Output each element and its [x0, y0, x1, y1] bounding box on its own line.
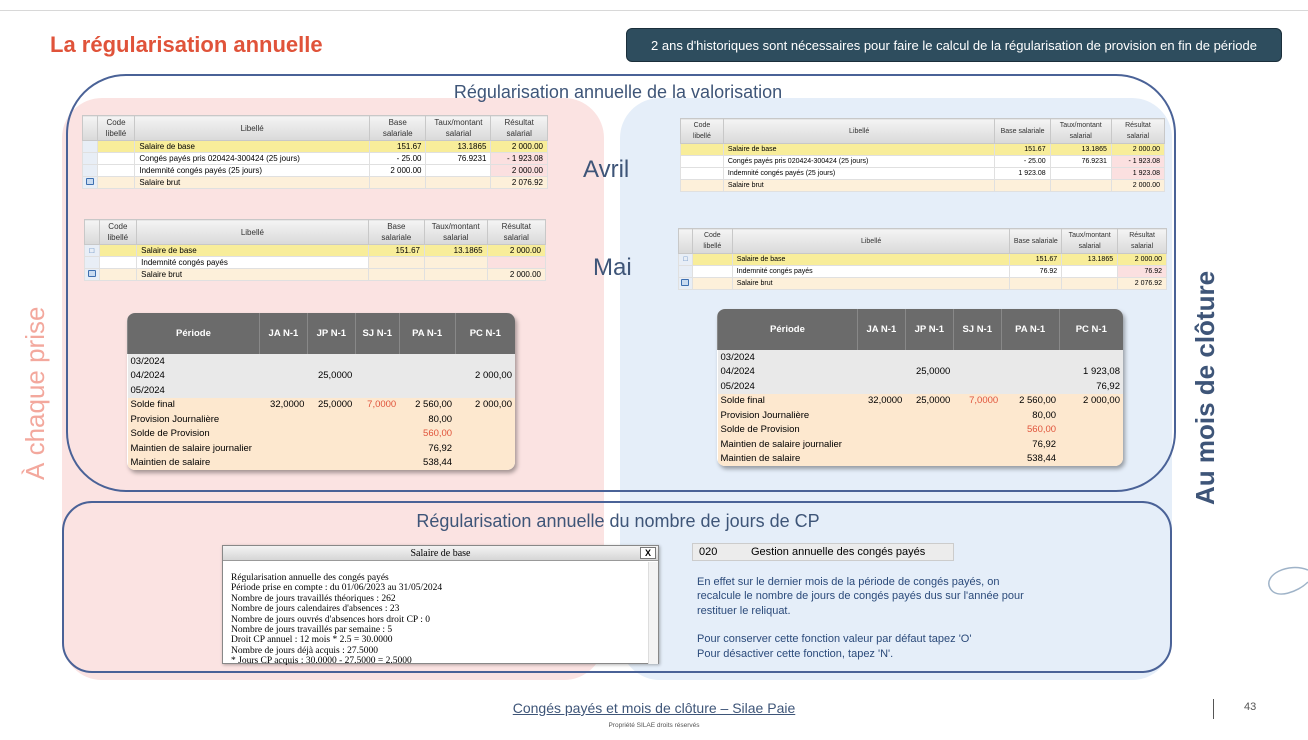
period-table-right: Période JA N-1 JP N-1 SJ N-1 PA N-1 PC N-1 03/2024 04/2024 25,0000 1 923,08 05/2024 76,92 Solde final 32,0000 25,0000 7,0000 2 560,00 2 000,00 Provision Journalière 80,00 Solde de Provision 560,00 Maintien de salaire journalier 76,92 Maintien de salaire 538,44 — [717, 309, 1123, 466]
comment-icon[interactable]: □ — [85, 245, 100, 257]
top-divider — [0, 10, 1308, 11]
collapse-icon[interactable] — [88, 270, 96, 277]
month-april: Avril — [583, 156, 630, 183]
gestion-field: 020 Gestion annuelle des congés payés — [692, 543, 954, 561]
popup-line: Nombre de jours travaillés par semaine : 5 — [231, 625, 393, 636]
popup-line: Période prise en compte : du 01/06/2023 au 31/05/2024 — [231, 583, 443, 594]
salary-popup — [222, 545, 659, 667]
period-row: Maintien de salaire journalier 76,92 — [128, 441, 516, 456]
comment-icon[interactable]: □ — [679, 254, 693, 266]
popup-scrollbar[interactable] — [648, 562, 658, 664]
april-payslip-left: Code libellé Libellé Base salariale Taux/montant salarial Résultat salarial Salaire de base 151.67 13.1865 2 000.00 Congés payés pris 020424-300424 (25 jours) - 25.00 76.9231 - 1 923.08 Indemnité congés payés (25 jours) 2 000.00 2 000.00 Salaire brut 2 076.92 — [82, 115, 548, 189]
description: En effet sur le dernier mois de la période de congés payés, on recalcule le nombre de jours de congés payés dus sur l'année pour restituer le reliquat. Pour conserver cette fonction valeur par défaut tapez 'O' Pour désactiver cette fonction, tapez 'N'. — [697, 576, 1024, 660]
footer-title[interactable]: Congés payés et mois de clôture – Silae Paie — [512, 700, 796, 716]
page-number: 43 — [1244, 701, 1257, 713]
period-row: 03/2024 — [128, 354, 516, 369]
history-note: 2 ans d'historiques sont nécessaires pour faire le calcul de la régularisation de provision en fin de période — [626, 28, 1282, 62]
may-payslip-right: Code libellé Libellé Base salariale Taux/montant salarial Résultat salarial □ Salaire de base 151.67 13.1865 2 000.00 Indemnité congés payés 76.92 76.92 Salaire brut 2 076.92 — [678, 228, 1167, 290]
page-separator — [1213, 699, 1214, 719]
collapse-icon[interactable] — [86, 178, 94, 185]
period-row: Solde de Provision 560,00 — [128, 427, 516, 442]
period-row: Maintien de salaire 538,44 — [718, 452, 1124, 467]
side-label-left: À chaque prise — [20, 306, 50, 480]
popup-line: * Jours CP acquis : 30.0000 - 27.5000 = 2.5000 — [231, 656, 412, 667]
period-row: Solde final 32,0000 25,0000 7,0000 2 560,00 2 000,00 — [718, 394, 1124, 409]
period-row: 04/2024 25,0000 1 923,08 — [718, 365, 1124, 380]
period-row: Solde final 32,0000 25,0000 7,0000 2 560,00 2 000,00 — [128, 398, 516, 413]
may-payslip-left: Code libellé Libellé Base salariale Taux/montant salarial Résultat salarial □ Salaire de base 151.67 13.1865 2 000.00 Indemnité congés payés Salaire brut 2 000.00 — [84, 219, 546, 281]
popup-line: Nombre de jours ouvrés d'absences hors droit CP : 0 — [231, 614, 430, 625]
period-row: Solde de Provision 560,00 — [718, 423, 1124, 438]
popup-line: Droit CP annuel : 12 mois * 2.5 = 30.0000 — [231, 635, 393, 646]
section1-title: Régularisation annuelle de la valorisation — [453, 82, 783, 102]
period-row: Maintien de salaire 538,44 — [128, 456, 516, 471]
side-label-right: Au mois de clôture — [1190, 270, 1220, 505]
period-row: Maintien de salaire journalier 76,92 — [718, 437, 1124, 452]
collapse-icon[interactable] — [681, 279, 689, 286]
popup-title: Salaire de base X — [223, 546, 658, 561]
period-row: 05/2024 — [128, 383, 516, 398]
close-button[interactable]: X — [640, 547, 656, 559]
period-row: Provision Journalière 80,00 — [718, 408, 1124, 423]
footer-copyright: Propriété SILAE droits réservés — [608, 722, 700, 729]
april-payslip-right: Code libellé Libellé Base salariale Taux/montant salarial Résultat salarial Salaire de base 151.67 13.1865 2 000.00 Congés payés pris 020424-300424 (25 jours) - 25.00 76.9231 - 1 923.08 Indemnité congés payés (25 jours) 1 923.08 1 923.08 Salaire brut 2 000.00 — [680, 118, 1165, 192]
period-row: 03/2024 — [718, 350, 1124, 365]
section2-title: Régularisation annuelle du nombre de jours de CP — [416, 511, 820, 531]
decorative-swirl — [1258, 560, 1308, 620]
month-may: Mai — [593, 254, 632, 281]
popup-line: Nombre de jours calendaires d'absences : 23 — [231, 604, 400, 615]
popup-line: Nombre de jours travaillés théoriques : 262 — [231, 593, 396, 604]
period-table-left: Période JA N-1 JP N-1 SJ N-1 PA N-1 PC N-1 03/2024 04/2024 25,0000 2 000,00 05/2024 Solde final 32,0000 25,0000 7,0000 2 560,00 2 000,00 Provision Journalière 80,00 Solde de Provision 560,00 Maintien de salaire journalier 76,92 Maintien de salaire 538,44 — [127, 313, 515, 470]
popup-content — [223, 561, 658, 667]
period-row: 05/2024 76,92 — [718, 379, 1124, 394]
popup-line: Nombre de jours déjà acquis : 27.5000 — [231, 645, 378, 656]
page-title: La régularisation annuelle — [50, 32, 323, 57]
period-row: 04/2024 25,0000 2 000,00 — [128, 369, 516, 384]
popup-line: Régularisation annuelle des congés payés — [231, 573, 389, 583]
period-row: Provision Journalière 80,00 — [128, 412, 516, 427]
